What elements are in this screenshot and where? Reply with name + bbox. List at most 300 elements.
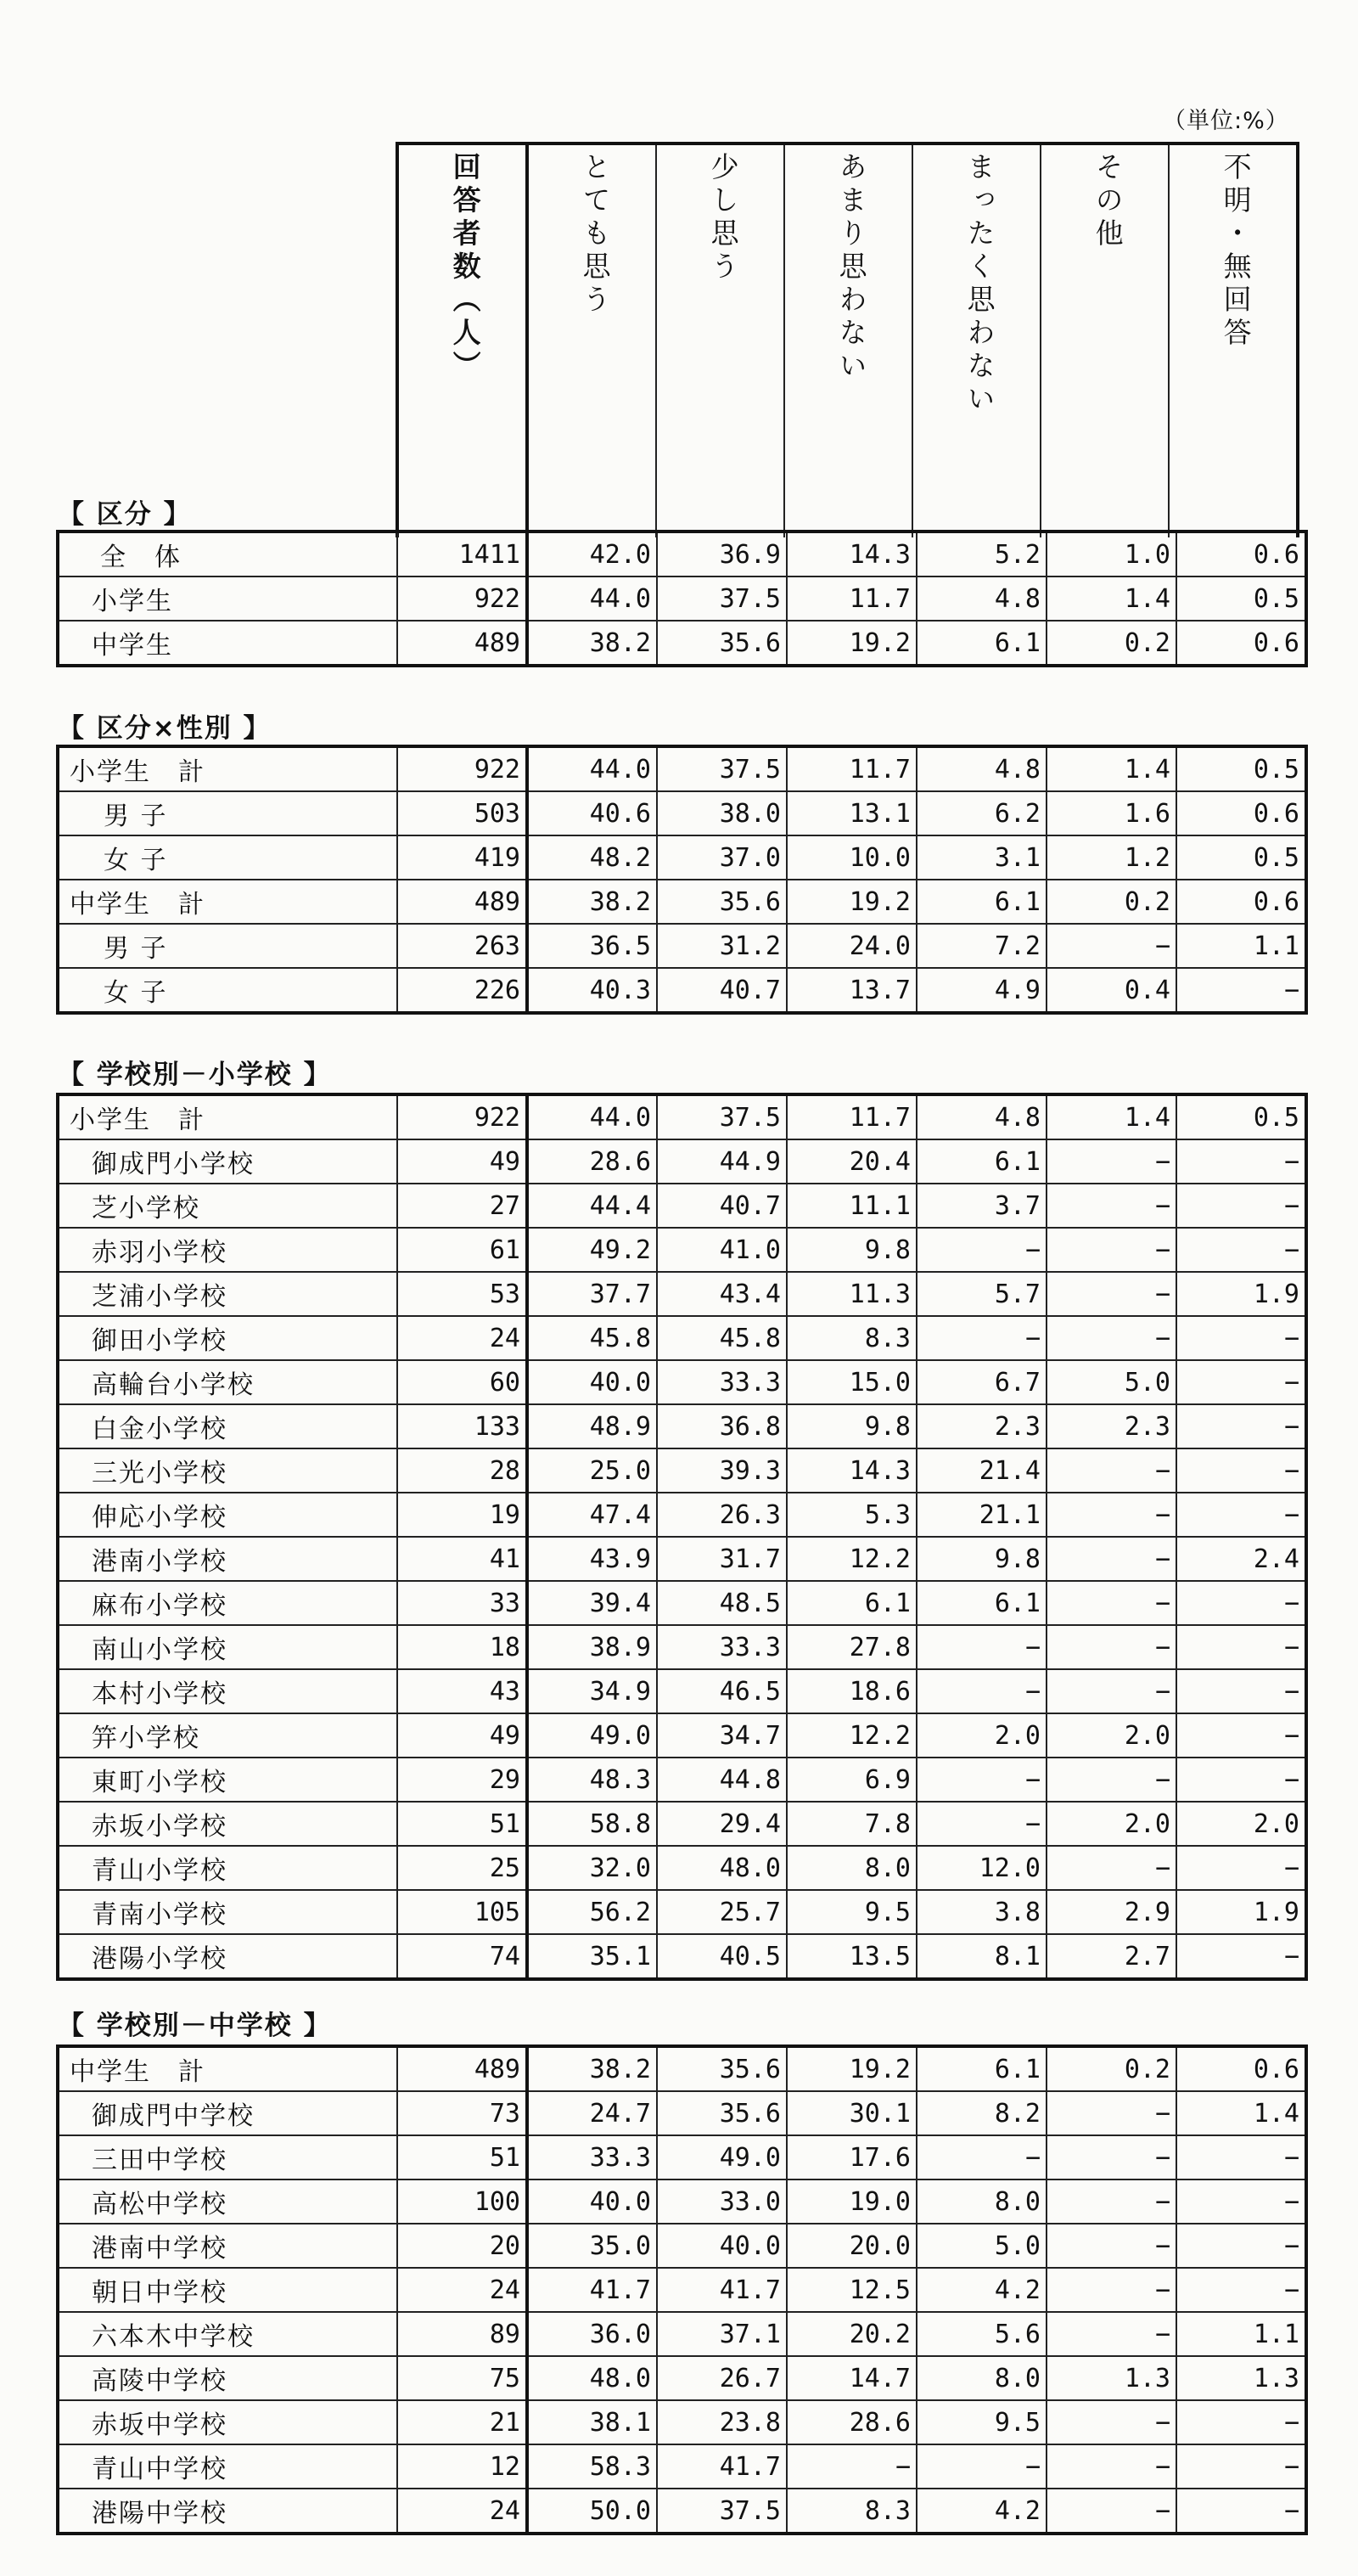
respondent-count-cell: 74 xyxy=(397,1934,527,1979)
section-table xyxy=(56,2044,1308,2535)
row-label: 御成門小学校 xyxy=(58,1139,397,1184)
percent-cell: 35.0 xyxy=(527,2224,657,2268)
percent-cell: − xyxy=(917,2135,1047,2179)
column-header-label: とても思う xyxy=(578,152,612,318)
percent-cell: − xyxy=(1047,924,1176,968)
percent-cell: 27.8 xyxy=(787,1625,917,1669)
percent-cell: − xyxy=(1047,1758,1176,1802)
percent-cell: 56.2 xyxy=(527,1890,657,1934)
table-row xyxy=(58,1802,1306,1846)
percent-cell: 19.2 xyxy=(787,880,917,924)
percent-cell: − xyxy=(917,1669,1047,1713)
percent-cell: − xyxy=(1047,1184,1176,1228)
percent-cell: 20.4 xyxy=(787,1139,917,1184)
percent-cell: 2.4 xyxy=(1176,1537,1306,1581)
table-row xyxy=(58,1360,1306,1404)
percent-cell: 49.0 xyxy=(657,2135,787,2179)
percent-cell: 1.1 xyxy=(1176,2312,1306,2356)
table-row xyxy=(58,577,1306,621)
row-label: 赤坂小学校 xyxy=(58,1802,397,1846)
respondent-count-cell: 51 xyxy=(397,2135,527,2179)
percent-cell: 28.6 xyxy=(527,1139,657,1184)
percent-cell: − xyxy=(1176,1139,1306,1184)
percent-cell: 9.5 xyxy=(787,1890,917,1934)
row-label: 麻布小学校 xyxy=(58,1581,397,1625)
row-label: 小学生 xyxy=(58,577,397,621)
percent-cell: − xyxy=(1176,1228,1306,1272)
table-row xyxy=(58,1448,1306,1493)
column-header-label: まったく思わない xyxy=(962,152,996,417)
percent-cell: 9.8 xyxy=(787,1228,917,1272)
row-label: 赤羽小学校 xyxy=(58,1228,397,1272)
percent-cell: 1.4 xyxy=(1176,2091,1306,2135)
percent-cell: 37.0 xyxy=(657,835,787,880)
percent-cell: 7.2 xyxy=(917,924,1047,968)
percent-cell: − xyxy=(1176,1316,1306,1360)
respondent-count-cell: 49 xyxy=(397,1713,527,1758)
percent-cell: − xyxy=(1176,2224,1306,2268)
percent-cell: 2.0 xyxy=(917,1713,1047,1758)
percent-cell: 11.7 xyxy=(787,1094,917,1139)
percent-cell: 37.5 xyxy=(657,746,787,791)
section-title: 【 学校別－小学校 】 xyxy=(58,1060,332,1090)
percent-cell: 13.1 xyxy=(787,791,917,835)
respondent-count-cell: 43 xyxy=(397,1669,527,1713)
percent-cell: 31.7 xyxy=(657,1537,787,1581)
respondent-count-cell: 28 xyxy=(397,1448,527,1493)
percent-cell: 6.1 xyxy=(917,1581,1047,1625)
percent-cell: 0.6 xyxy=(1176,621,1306,666)
percent-cell: 0.6 xyxy=(1176,791,1306,835)
percent-cell: − xyxy=(1047,1625,1176,1669)
percent-cell: 2.3 xyxy=(917,1404,1047,1448)
percent-cell: 8.2 xyxy=(917,2091,1047,2135)
percent-cell: 1.1 xyxy=(1176,924,1306,968)
percent-cell: − xyxy=(1047,2224,1176,2268)
percent-cell: 8.0 xyxy=(787,1846,917,1890)
percent-cell: 35.6 xyxy=(657,2091,787,2135)
percent-cell: 5.0 xyxy=(1047,1360,1176,1404)
percent-cell: − xyxy=(1176,1404,1306,1448)
table-row xyxy=(58,791,1306,835)
row-label: 全 体 xyxy=(58,532,397,577)
percent-cell: − xyxy=(1047,1493,1176,1537)
percent-cell: 45.8 xyxy=(657,1316,787,1360)
percent-cell: 46.5 xyxy=(657,1669,787,1713)
percent-cell: 35.6 xyxy=(657,2046,787,2091)
percent-cell: 1.9 xyxy=(1176,1272,1306,1316)
percent-cell: 2.3 xyxy=(1047,1404,1176,1448)
percent-cell: − xyxy=(1176,2489,1306,2534)
percent-cell: − xyxy=(1176,1669,1306,1713)
respondent-count-cell: 100 xyxy=(397,2179,527,2224)
percent-cell: 50.0 xyxy=(527,2489,657,2534)
table-row xyxy=(58,1625,1306,1669)
respondent-count-cell: 25 xyxy=(397,1846,527,1890)
percent-cell: − xyxy=(1047,1139,1176,1184)
percent-cell: 44.0 xyxy=(527,1094,657,1139)
percent-cell: − xyxy=(1047,1272,1176,1316)
row-label: 本村小学校 xyxy=(58,1669,397,1713)
percent-cell: 35.1 xyxy=(527,1934,657,1979)
percent-cell: 41.7 xyxy=(657,2268,787,2312)
column-header-unknown xyxy=(1169,143,1298,537)
percent-cell: 12.0 xyxy=(917,1846,1047,1890)
percent-cell: 12.5 xyxy=(787,2268,917,2312)
percent-cell: 40.5 xyxy=(657,1934,787,1979)
respondent-count-cell: 24 xyxy=(397,1316,527,1360)
percent-cell: 3.8 xyxy=(917,1890,1047,1934)
table-row xyxy=(58,835,1306,880)
row-label: 六本木中学校 xyxy=(58,2312,397,2356)
percent-cell: 8.0 xyxy=(917,2179,1047,2224)
percent-cell: 31.2 xyxy=(657,924,787,968)
percent-cell: 11.3 xyxy=(787,1272,917,1316)
percent-cell: − xyxy=(917,2444,1047,2489)
percent-cell: 8.3 xyxy=(787,2489,917,2534)
row-label: 高陵中学校 xyxy=(58,2356,397,2400)
row-label: 港陽小学校 xyxy=(58,1934,397,1979)
percent-cell: 1.9 xyxy=(1176,1890,1306,1934)
percent-cell: 17.6 xyxy=(787,2135,917,2179)
percent-cell: 35.6 xyxy=(657,880,787,924)
percent-cell: 12.2 xyxy=(787,1537,917,1581)
table-row xyxy=(58,1139,1306,1184)
percent-cell: 0.2 xyxy=(1047,880,1176,924)
percent-cell: 0.5 xyxy=(1176,1094,1306,1139)
percent-cell: 4.8 xyxy=(917,746,1047,791)
table-row xyxy=(58,621,1306,666)
percent-cell: 30.1 xyxy=(787,2091,917,2135)
percent-cell: 0.4 xyxy=(1047,968,1176,1013)
percent-cell: 48.3 xyxy=(527,1758,657,1802)
table-row xyxy=(58,1713,1306,1758)
percent-cell: 47.4 xyxy=(527,1493,657,1537)
respondent-count-cell: 20 xyxy=(397,2224,527,2268)
row-label: 港陽中学校 xyxy=(58,2489,397,2534)
percent-cell: 41.0 xyxy=(657,1228,787,1272)
percent-cell: 6.1 xyxy=(917,621,1047,666)
percent-cell: 40.7 xyxy=(657,1184,787,1228)
percent-cell: 0.6 xyxy=(1176,880,1306,924)
column-header-label: その他 xyxy=(1091,152,1125,251)
respondent-count-cell: 489 xyxy=(397,621,527,666)
table-row xyxy=(58,924,1306,968)
percent-cell: 14.3 xyxy=(787,1448,917,1493)
table-row xyxy=(58,1094,1306,1139)
row-label: 中学生 計 xyxy=(58,2046,397,2091)
row-label: 小学生 計 xyxy=(58,746,397,791)
percent-cell: 0.5 xyxy=(1176,746,1306,791)
percent-cell: − xyxy=(1176,2268,1306,2312)
respondent-count-cell: 49 xyxy=(397,1139,527,1184)
percent-cell: 6.1 xyxy=(787,1581,917,1625)
percent-cell: − xyxy=(917,1228,1047,1272)
percent-cell: 2.0 xyxy=(1047,1802,1176,1846)
respondent-count-cell: 33 xyxy=(397,1581,527,1625)
percent-cell: 6.1 xyxy=(917,880,1047,924)
percent-cell: 38.2 xyxy=(527,2046,657,2091)
table-row xyxy=(58,532,1306,577)
section-title: 【 区分×性別 】 xyxy=(58,713,272,744)
section-table xyxy=(56,530,1308,667)
respondent-count-cell: 89 xyxy=(397,2312,527,2356)
percent-cell: 1.0 xyxy=(1047,532,1176,577)
table-row xyxy=(58,1228,1306,1272)
percent-cell: 1.4 xyxy=(1047,746,1176,791)
percent-cell: 21.4 xyxy=(917,1448,1047,1493)
percent-cell: 11.7 xyxy=(787,746,917,791)
percent-cell: − xyxy=(1176,1581,1306,1625)
percent-cell: 1.6 xyxy=(1047,791,1176,835)
row-label: 御成門中学校 xyxy=(58,2091,397,2135)
percent-cell: − xyxy=(917,1758,1047,1802)
row-label: 女 子 xyxy=(58,835,397,880)
percent-cell: 14.3 xyxy=(787,532,917,577)
percent-cell: − xyxy=(1176,968,1306,1013)
table-row xyxy=(58,2224,1306,2268)
percent-cell: 25.7 xyxy=(657,1890,787,1934)
percent-cell: − xyxy=(917,1625,1047,1669)
percent-cell: 0.6 xyxy=(1176,532,1306,577)
percent-cell: 2.7 xyxy=(1047,1934,1176,1979)
percent-cell: 48.0 xyxy=(657,1846,787,1890)
respondent-count-cell: 75 xyxy=(397,2356,527,2400)
percent-cell: 48.2 xyxy=(527,835,657,880)
percent-cell: − xyxy=(787,2444,917,2489)
column-header-label: あまり思わない xyxy=(834,152,868,384)
row-label: 三田中学校 xyxy=(58,2135,397,2179)
percent-cell: 15.0 xyxy=(787,1360,917,1404)
percent-cell: 33.3 xyxy=(657,1360,787,1404)
percent-cell: 36.5 xyxy=(527,924,657,968)
percent-cell: 38.2 xyxy=(527,880,657,924)
percent-cell: 1.4 xyxy=(1047,577,1176,621)
column-header-row xyxy=(396,142,1299,537)
percent-cell: − xyxy=(1176,2135,1306,2179)
percent-cell: 13.5 xyxy=(787,1934,917,1979)
percent-cell: 23.8 xyxy=(657,2400,787,2444)
percent-cell: − xyxy=(1176,1184,1306,1228)
percent-cell: 40.0 xyxy=(527,2179,657,2224)
percent-cell: 7.8 xyxy=(787,1802,917,1846)
percent-cell: 58.3 xyxy=(527,2444,657,2489)
percent-cell: 38.9 xyxy=(527,1625,657,1669)
percent-cell: 40.6 xyxy=(527,791,657,835)
table-row xyxy=(58,2489,1306,2534)
row-label: 御田小学校 xyxy=(58,1316,397,1360)
row-label: 白金小学校 xyxy=(58,1404,397,1448)
respondent-count-cell: 12 xyxy=(397,2444,527,2489)
percent-cell: 3.1 xyxy=(917,835,1047,880)
row-label: 三光小学校 xyxy=(58,1448,397,1493)
table-row xyxy=(58,746,1306,791)
table-row xyxy=(58,2091,1306,2135)
percent-cell: 49.2 xyxy=(527,1228,657,1272)
row-label: 中学生 計 xyxy=(58,880,397,924)
percent-cell: 33.0 xyxy=(657,2179,787,2224)
percent-cell: 1.4 xyxy=(1047,1094,1176,1139)
row-label: 青山中学校 xyxy=(58,2444,397,2489)
respondent-count-cell: 922 xyxy=(397,746,527,791)
percent-cell: 40.0 xyxy=(657,2224,787,2268)
percent-cell: 44.8 xyxy=(657,1758,787,1802)
percent-cell: 9.8 xyxy=(917,1537,1047,1581)
percent-cell: 38.1 xyxy=(527,2400,657,2444)
percent-cell: − xyxy=(1047,1581,1176,1625)
table-row xyxy=(58,1537,1306,1581)
percent-cell: − xyxy=(1047,2179,1176,2224)
percent-cell: 44.9 xyxy=(657,1139,787,1184)
respondent-count-cell: 18 xyxy=(397,1625,527,1669)
table-row xyxy=(58,1934,1306,1979)
percent-cell: 37.5 xyxy=(657,577,787,621)
percent-cell: − xyxy=(917,1802,1047,1846)
row-label: 東町小学校 xyxy=(58,1758,397,1802)
row-label: 港南小学校 xyxy=(58,1537,397,1581)
column-header-not-really xyxy=(784,143,912,537)
table-row xyxy=(58,2444,1306,2489)
percent-cell: 14.7 xyxy=(787,2356,917,2400)
table-row xyxy=(58,1758,1306,1802)
table-row xyxy=(58,968,1306,1013)
percent-cell: 2.0 xyxy=(1176,1802,1306,1846)
percent-cell: 43.4 xyxy=(657,1272,787,1316)
percent-cell: 39.3 xyxy=(657,1448,787,1493)
percent-cell: 4.8 xyxy=(917,577,1047,621)
percent-cell: 9.8 xyxy=(787,1404,917,1448)
percent-cell: 4.9 xyxy=(917,968,1047,1013)
respondent-count-cell: 51 xyxy=(397,1802,527,1846)
percent-cell: 34.9 xyxy=(527,1669,657,1713)
percent-cell: 25.0 xyxy=(527,1448,657,1493)
column-header-label: 回答者数（人） xyxy=(448,152,482,384)
percent-cell: − xyxy=(917,1316,1047,1360)
percent-cell: − xyxy=(1176,1846,1306,1890)
respondent-count-cell: 19 xyxy=(397,1493,527,1537)
table-row xyxy=(58,880,1306,924)
percent-cell: 24.0 xyxy=(787,924,917,968)
percent-cell: − xyxy=(1047,2091,1176,2135)
percent-cell: − xyxy=(1176,1934,1306,1979)
percent-cell: − xyxy=(1047,1316,1176,1360)
percent-cell: 38.0 xyxy=(657,791,787,835)
percent-cell: 18.6 xyxy=(787,1669,917,1713)
percent-cell: 8.3 xyxy=(787,1316,917,1360)
percent-cell: 45.8 xyxy=(527,1316,657,1360)
row-label: 中学生 xyxy=(58,621,397,666)
percent-cell: 2.0 xyxy=(1047,1713,1176,1758)
row-label: 青山小学校 xyxy=(58,1846,397,1890)
table-row xyxy=(58,2400,1306,2444)
percent-cell: 8.0 xyxy=(917,2356,1047,2400)
table-row xyxy=(58,1404,1306,1448)
percent-cell: 6.2 xyxy=(917,791,1047,835)
respondent-count-cell: 1411 xyxy=(397,532,527,577)
percent-cell: 5.6 xyxy=(917,2312,1047,2356)
percent-cell: 0.6 xyxy=(1176,2046,1306,2091)
percent-cell: 19.0 xyxy=(787,2179,917,2224)
respondent-count-cell: 24 xyxy=(397,2268,527,2312)
percent-cell: 24.7 xyxy=(527,2091,657,2135)
percent-cell: 0.5 xyxy=(1176,835,1306,880)
percent-cell: 41.7 xyxy=(527,2268,657,2312)
respondent-count-cell: 419 xyxy=(397,835,527,880)
percent-cell: 36.9 xyxy=(657,532,787,577)
respondent-count-cell: 922 xyxy=(397,1094,527,1139)
row-label: 高輪台小学校 xyxy=(58,1360,397,1404)
percent-cell: 11.7 xyxy=(787,577,917,621)
percent-cell: 37.1 xyxy=(657,2312,787,2356)
percent-cell: − xyxy=(1176,1713,1306,1758)
row-label: 青南小学校 xyxy=(58,1890,397,1934)
percent-cell: − xyxy=(1047,2312,1176,2356)
percent-cell: 40.7 xyxy=(657,968,787,1013)
percent-cell: 0.2 xyxy=(1047,621,1176,666)
row-label: 伸応小学校 xyxy=(58,1493,397,1537)
percent-cell: 5.3 xyxy=(787,1493,917,1537)
percent-cell: 1.2 xyxy=(1047,835,1176,880)
table-row xyxy=(58,2046,1306,2091)
column-header-label: 少し思う xyxy=(706,152,740,284)
percent-cell: 43.9 xyxy=(527,1537,657,1581)
percent-cell: − xyxy=(1176,1625,1306,1669)
row-label: 朝日中学校 xyxy=(58,2268,397,2312)
table-row xyxy=(58,1272,1306,1316)
percent-cell: − xyxy=(1047,1448,1176,1493)
percent-cell: 0.2 xyxy=(1047,2046,1176,2091)
column-header-somewhat-agree xyxy=(656,143,784,537)
column-header-strongly-agree xyxy=(527,143,656,537)
percent-cell: 37.7 xyxy=(527,1272,657,1316)
section-title: 【 区分 】 xyxy=(58,499,192,530)
respondent-count-cell: 489 xyxy=(397,880,527,924)
percent-cell: 4.2 xyxy=(917,2489,1047,2534)
table-row xyxy=(58,1316,1306,1360)
respondent-count-cell: 41 xyxy=(397,1537,527,1581)
percent-cell: 41.7 xyxy=(657,2444,787,2489)
percent-cell: 33.3 xyxy=(527,2135,657,2179)
percent-cell: 21.1 xyxy=(917,1493,1047,1537)
percent-cell: 11.1 xyxy=(787,1184,917,1228)
percent-cell: 9.5 xyxy=(917,2400,1047,2444)
row-label: 高松中学校 xyxy=(58,2179,397,2224)
percent-cell: 48.0 xyxy=(527,2356,657,2400)
percent-cell: − xyxy=(1047,1669,1176,1713)
percent-cell: 40.3 xyxy=(527,968,657,1013)
row-label: 男 子 xyxy=(58,924,397,968)
column-header-not-at-all xyxy=(912,143,1041,537)
percent-cell: 48.9 xyxy=(527,1404,657,1448)
respondent-count-cell: 105 xyxy=(397,1890,527,1934)
percent-cell: 58.8 xyxy=(527,1802,657,1846)
table-row xyxy=(58,1184,1306,1228)
respondent-count-cell: 73 xyxy=(397,2091,527,2135)
percent-cell: 6.1 xyxy=(917,2046,1047,2091)
percent-cell: 5.7 xyxy=(917,1272,1047,1316)
section-table xyxy=(56,745,1308,1015)
percent-cell: 20.0 xyxy=(787,2224,917,2268)
percent-cell: 4.8 xyxy=(917,1094,1047,1139)
table-row xyxy=(58,2312,1306,2356)
row-label: 港南中学校 xyxy=(58,2224,397,2268)
row-label: 芝小学校 xyxy=(58,1184,397,1228)
percent-cell: 39.4 xyxy=(527,1581,657,1625)
row-label: 笄小学校 xyxy=(58,1713,397,1758)
respondent-count-cell: 21 xyxy=(397,2400,527,2444)
respondent-count-cell: 24 xyxy=(397,2489,527,2534)
percent-cell: 1.3 xyxy=(1176,2356,1306,2400)
